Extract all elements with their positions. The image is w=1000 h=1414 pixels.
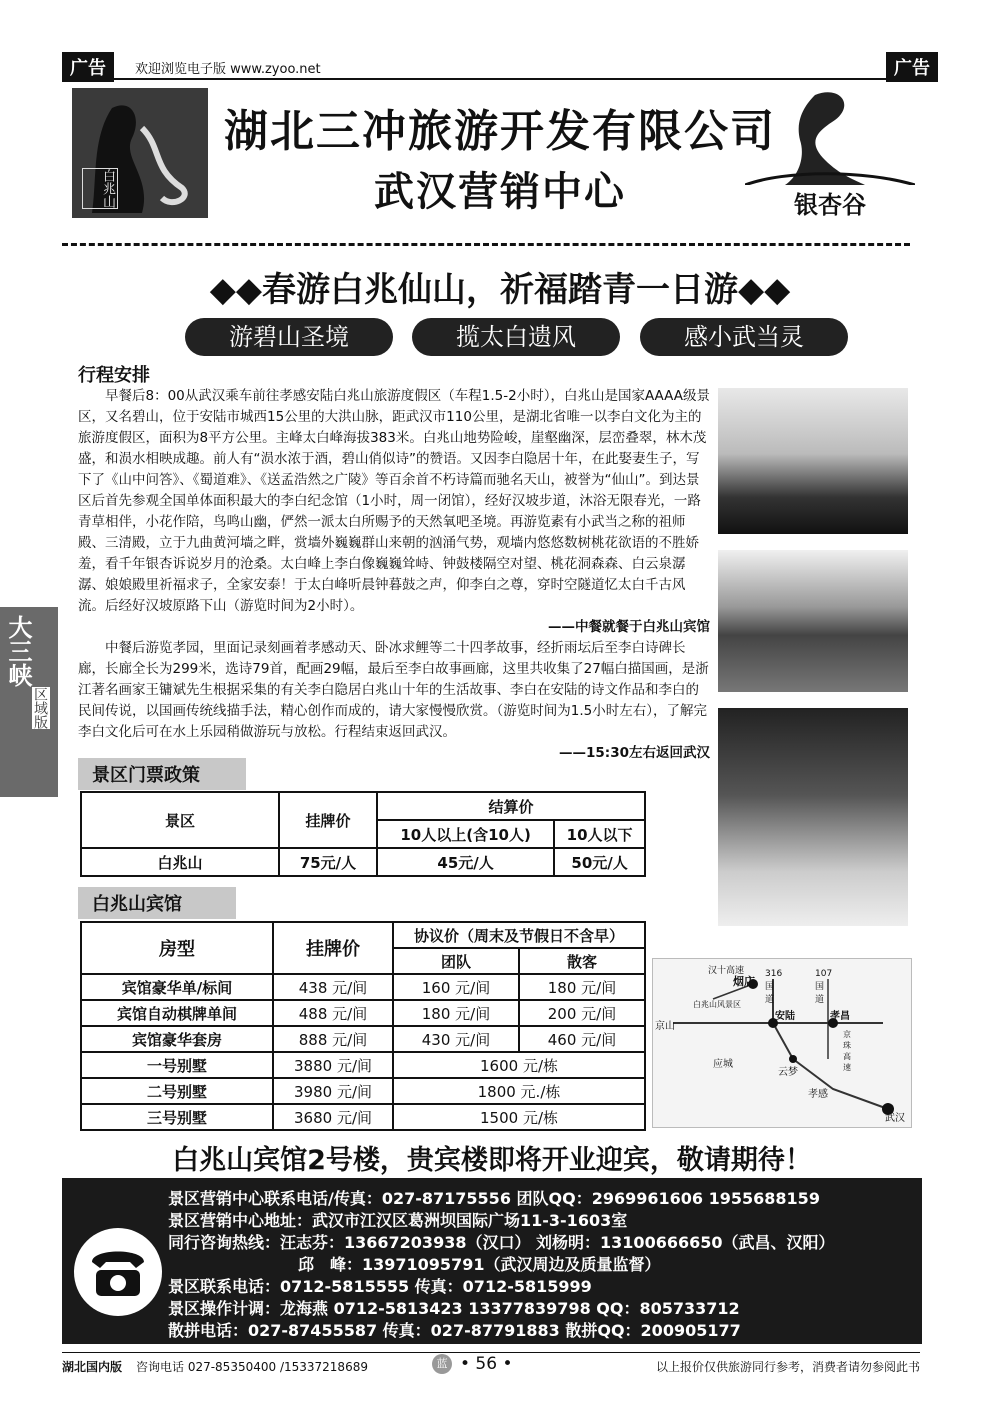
ad-tag-left: 广告 bbox=[62, 52, 114, 82]
telephone-icon bbox=[74, 1228, 162, 1316]
pill-1: 游碧山圣境 bbox=[185, 318, 393, 356]
ticket-cell: 白兆山 bbox=[81, 848, 279, 876]
hotel-heading: 白兆山宾馆 bbox=[78, 887, 236, 919]
hotel-cell: 1800 元./栋 bbox=[393, 1078, 645, 1104]
map-label: 京山 bbox=[655, 1021, 675, 1032]
hotel-cell: 一号别墅 bbox=[81, 1052, 273, 1078]
hotel-cell: 438 元/间 bbox=[273, 974, 393, 1000]
pill-3: 感小武当灵 bbox=[640, 318, 848, 356]
hotel-cell: 宾馆豪华单/标间 bbox=[81, 974, 273, 1000]
hotel-cell: 488 元/间 bbox=[273, 1000, 393, 1026]
table-row bbox=[81, 1104, 645, 1130]
hotel-cell: 460 元/间 bbox=[519, 1026, 645, 1052]
contact-line: 景区联系电话：0712-5815555 传真：0712-5815999 bbox=[168, 1277, 592, 1296]
hotel-cell: 二号别墅 bbox=[81, 1078, 273, 1104]
announcement: 白兆山宾馆2号楼，贵宾楼即将开业迎宾，敬请期待！ bbox=[172, 1145, 812, 1176]
footer-edition: 湖北国内版 bbox=[62, 1360, 123, 1374]
contact-line: 同行咨询热线：汪志芬：13667203938（汉口） 刘杨明：13100666650（武昌、汉阳） bbox=[168, 1233, 835, 1252]
side-tab-big: 大三峡 bbox=[4, 615, 32, 687]
ad-tag-right: 广告 bbox=[886, 52, 938, 82]
photo-palace-courtyard bbox=[718, 550, 908, 692]
hotel-cell: 宾馆自动棋牌单间 bbox=[81, 1000, 273, 1026]
ginkgo-valley-text: 银杏谷 bbox=[794, 191, 866, 219]
table-row bbox=[81, 1078, 645, 1104]
hotel-cell: 3980 元/间 bbox=[273, 1078, 393, 1104]
ticket-col-settle: 结算价 bbox=[377, 792, 645, 820]
return-note: ——15:30左右返回武汉 bbox=[559, 745, 710, 761]
ticket-col-area: 景区 bbox=[81, 792, 279, 848]
side-tab-small: 区域版 bbox=[32, 687, 48, 729]
map-label: 白兆山风景区 bbox=[693, 1000, 741, 1009]
pill-2: 揽太白遗风 bbox=[412, 318, 620, 356]
photo-temple-mountain bbox=[718, 388, 908, 534]
footer-disclaimer: 以上报价仅供旅游同行参考，消费者请勿参阅此书 bbox=[655, 1360, 920, 1374]
hotel-cell: 3680 元/间 bbox=[273, 1104, 393, 1130]
itinerary-body bbox=[78, 386, 710, 764]
promo-title: ◆◆春游白兆仙山，祈福踏青一日游◆◆ bbox=[209, 270, 791, 310]
footer-rule bbox=[62, 1352, 920, 1353]
hotel-col-list: 挂牌价 bbox=[273, 922, 393, 974]
ticket-heading: 景区门票政策 bbox=[78, 758, 246, 790]
map-label: 孝昌 bbox=[830, 1011, 850, 1022]
contact-line: 景区操作计调：龙海燕 0712-5813423 13377839798 QQ：805733712 bbox=[168, 1299, 740, 1318]
map-label: 316国道 bbox=[765, 969, 783, 1005]
map-label: 107国道 bbox=[815, 969, 833, 1005]
marketing-center-name: 武汉营销中心 bbox=[374, 169, 626, 215]
hotel-cell: 160 元/间 bbox=[393, 974, 519, 1000]
company-name: 湖北三冲旅游开发有限公司 bbox=[224, 106, 776, 157]
contact-line: 景区营销中心联系电话/传真：027-87175556 团队QQ：2969961606 1955688159 bbox=[168, 1189, 820, 1208]
page-number: • 56 • bbox=[460, 1354, 513, 1374]
ticket-col-under10: 10人以下 bbox=[554, 820, 645, 848]
map-label: 孝感 bbox=[808, 1089, 828, 1100]
hotel-cell: 1500 元/栋 bbox=[393, 1104, 645, 1130]
hotel-cell: 1600 元/栋 bbox=[393, 1052, 645, 1078]
ginkgo-valley-logo bbox=[745, 85, 915, 220]
map-label: 武汉 bbox=[885, 1113, 905, 1124]
hotel-col-agreement: 协议价（周末及节假日不含早） bbox=[393, 922, 645, 948]
hotel-cell: 180 元/间 bbox=[519, 974, 645, 1000]
route-map bbox=[652, 958, 912, 1128]
photo-hotel-room bbox=[718, 708, 908, 926]
map-label: 安陆 bbox=[775, 1011, 795, 1022]
map-label: 应城 bbox=[713, 1059, 733, 1070]
itinerary-heading: 行程安排 bbox=[78, 365, 150, 386]
table-row bbox=[81, 1000, 645, 1026]
route-map-lines bbox=[653, 959, 911, 1127]
ticket-col-over10: 10人以上(含10人) bbox=[377, 820, 554, 848]
map-label: 云梦 bbox=[778, 1067, 798, 1078]
browse-text: 欢迎浏览电子版 www.zyoo.net bbox=[135, 62, 321, 77]
baizhaoshan-logo bbox=[72, 88, 208, 218]
itinerary-paragraph-1: 早餐后8：00从武汉乘车前往孝感安陆白兆山旅游度假区（车程1.5-2小时），白兆山是国家AAAA级景区，又名碧山，位于安陆市城西15公里的大洪山脉，距武汉市110公里，是湖北省唯一以李白文化为主的旅游度假区，面积为8平方公里。主峰太白峰海拔383米。白兆山地势险峻，崖壑幽深，层峦叠翠，林木茂盛，和涢水相映成趣。前人有“涢水浓于酒，碧山俏似诗”的赞语。又因李白隐居十年，在此娶妻生子，写下了《山中问答》、《蜀道难》、《送孟浩然之广陵》等百余首不朽诗篇而驰名天山，被誉为“仙山”。到达景区后首先参观全国单体面积最大的李白纪念馆（1小时，周一闭馆），经好汉坡步道，沐浴无限春光，一路青草相伴，小花作陪，鸟鸣山幽，俨然一派太白所赐予的天然氧吧圣境。再游览素有小武当之称的祖师殿、三清殿，立于九曲黄河墙之畔，赏墙外巍巍群山来朝的汹涌气势，观墙内悠悠数树桃花欲语的不胜娇羞，看千年银杏诉说岁月的沧桑。太白峰上李白像巍巍耸峙、钟鼓楼隔空对望、桃花洞森森、白云泉潺潺、娘娘殿里祈福求子，全家安泰！于太白峰听晨钟暮鼓之声，仰李白之尊，穿时空隧道忆太白千古风流。后经好汉坡原路下山（游览时间为2小时）。 bbox=[78, 388, 711, 614]
table-row bbox=[81, 974, 645, 1000]
hotel-cell: 宾馆豪华套房 bbox=[81, 1026, 273, 1052]
hotel-table bbox=[80, 921, 646, 1131]
table-row bbox=[81, 848, 645, 876]
contact-line: 散拼电话：027-87455587 传真：027-87791883 散拼QQ：200905177 bbox=[168, 1321, 741, 1340]
lunch-note: ——中餐就餐于白兆山宾馆 bbox=[548, 619, 710, 635]
hotel-cell: 3880 元/间 bbox=[273, 1052, 393, 1078]
hotel-col-single: 散客 bbox=[519, 948, 645, 974]
itinerary-paragraph-2: 中餐后游览孝园，里面记录刻画着孝感动天、卧冰求鲤等二十四孝故事，经折雨坛后至李白诗碑长廊，长廊全长为299米，选诗79首，配画29幅，最后至李白故事画廊，这里共收集了27幅白描国画，是浙江著名画家王镛斌先生根据采集的有关李白隐居白兆山十年的生活故事、李白在安陆的诗文作品和李白的民间传说，以国画传统线描手法，精心创作而成的，请大家慢慢欣赏。（游览时间为1.5小时左右），了解完李白文化后可在水上乐园稍做游玩与放松。行程结束返回武汉。 bbox=[78, 640, 709, 740]
logo-text: 白兆山 bbox=[82, 168, 118, 209]
page-badge: 蓝 bbox=[432, 1354, 452, 1374]
hotel-col-room: 房型 bbox=[81, 922, 273, 974]
hotel-cell: 888 元/间 bbox=[273, 1026, 393, 1052]
ticket-cell: 45元/人 bbox=[377, 848, 554, 876]
map-label: 烟店 bbox=[733, 975, 755, 988]
footer-phone: 咨询电话 027-85350400 /15337218689 bbox=[136, 1360, 368, 1374]
hotel-cell: 430 元/间 bbox=[393, 1026, 519, 1052]
map-label: 京珠高速 bbox=[843, 1030, 851, 1072]
ginkgo-leaf-icon bbox=[745, 85, 915, 185]
contact-line: 邱 峰：13971095791（武汉周边及质量监督） bbox=[298, 1255, 661, 1274]
ticket-cell: 50元/人 bbox=[554, 848, 645, 876]
header-rule bbox=[62, 78, 938, 80]
region-side-tab bbox=[0, 607, 58, 797]
contact-line: 景区营销中心地址：武汉市江汉区葛洲坝国际广场11-3-1603室 bbox=[168, 1211, 628, 1230]
hotel-cell: 三号别墅 bbox=[81, 1104, 273, 1130]
ticket-table bbox=[80, 791, 646, 877]
ticket-cell: 75元/人 bbox=[279, 848, 377, 876]
hotel-col-group: 团队 bbox=[393, 948, 519, 974]
telephone-shape bbox=[74, 1228, 162, 1316]
dashed-divider bbox=[62, 243, 910, 246]
map-label: 汉十高速 bbox=[708, 966, 745, 976]
hotel-cell: 180 元/间 bbox=[393, 1000, 519, 1026]
ticket-col-list: 挂牌价 bbox=[279, 792, 377, 848]
hotel-cell: 200 元/间 bbox=[519, 1000, 645, 1026]
table-row bbox=[81, 1026, 645, 1052]
table-row bbox=[81, 1052, 645, 1078]
